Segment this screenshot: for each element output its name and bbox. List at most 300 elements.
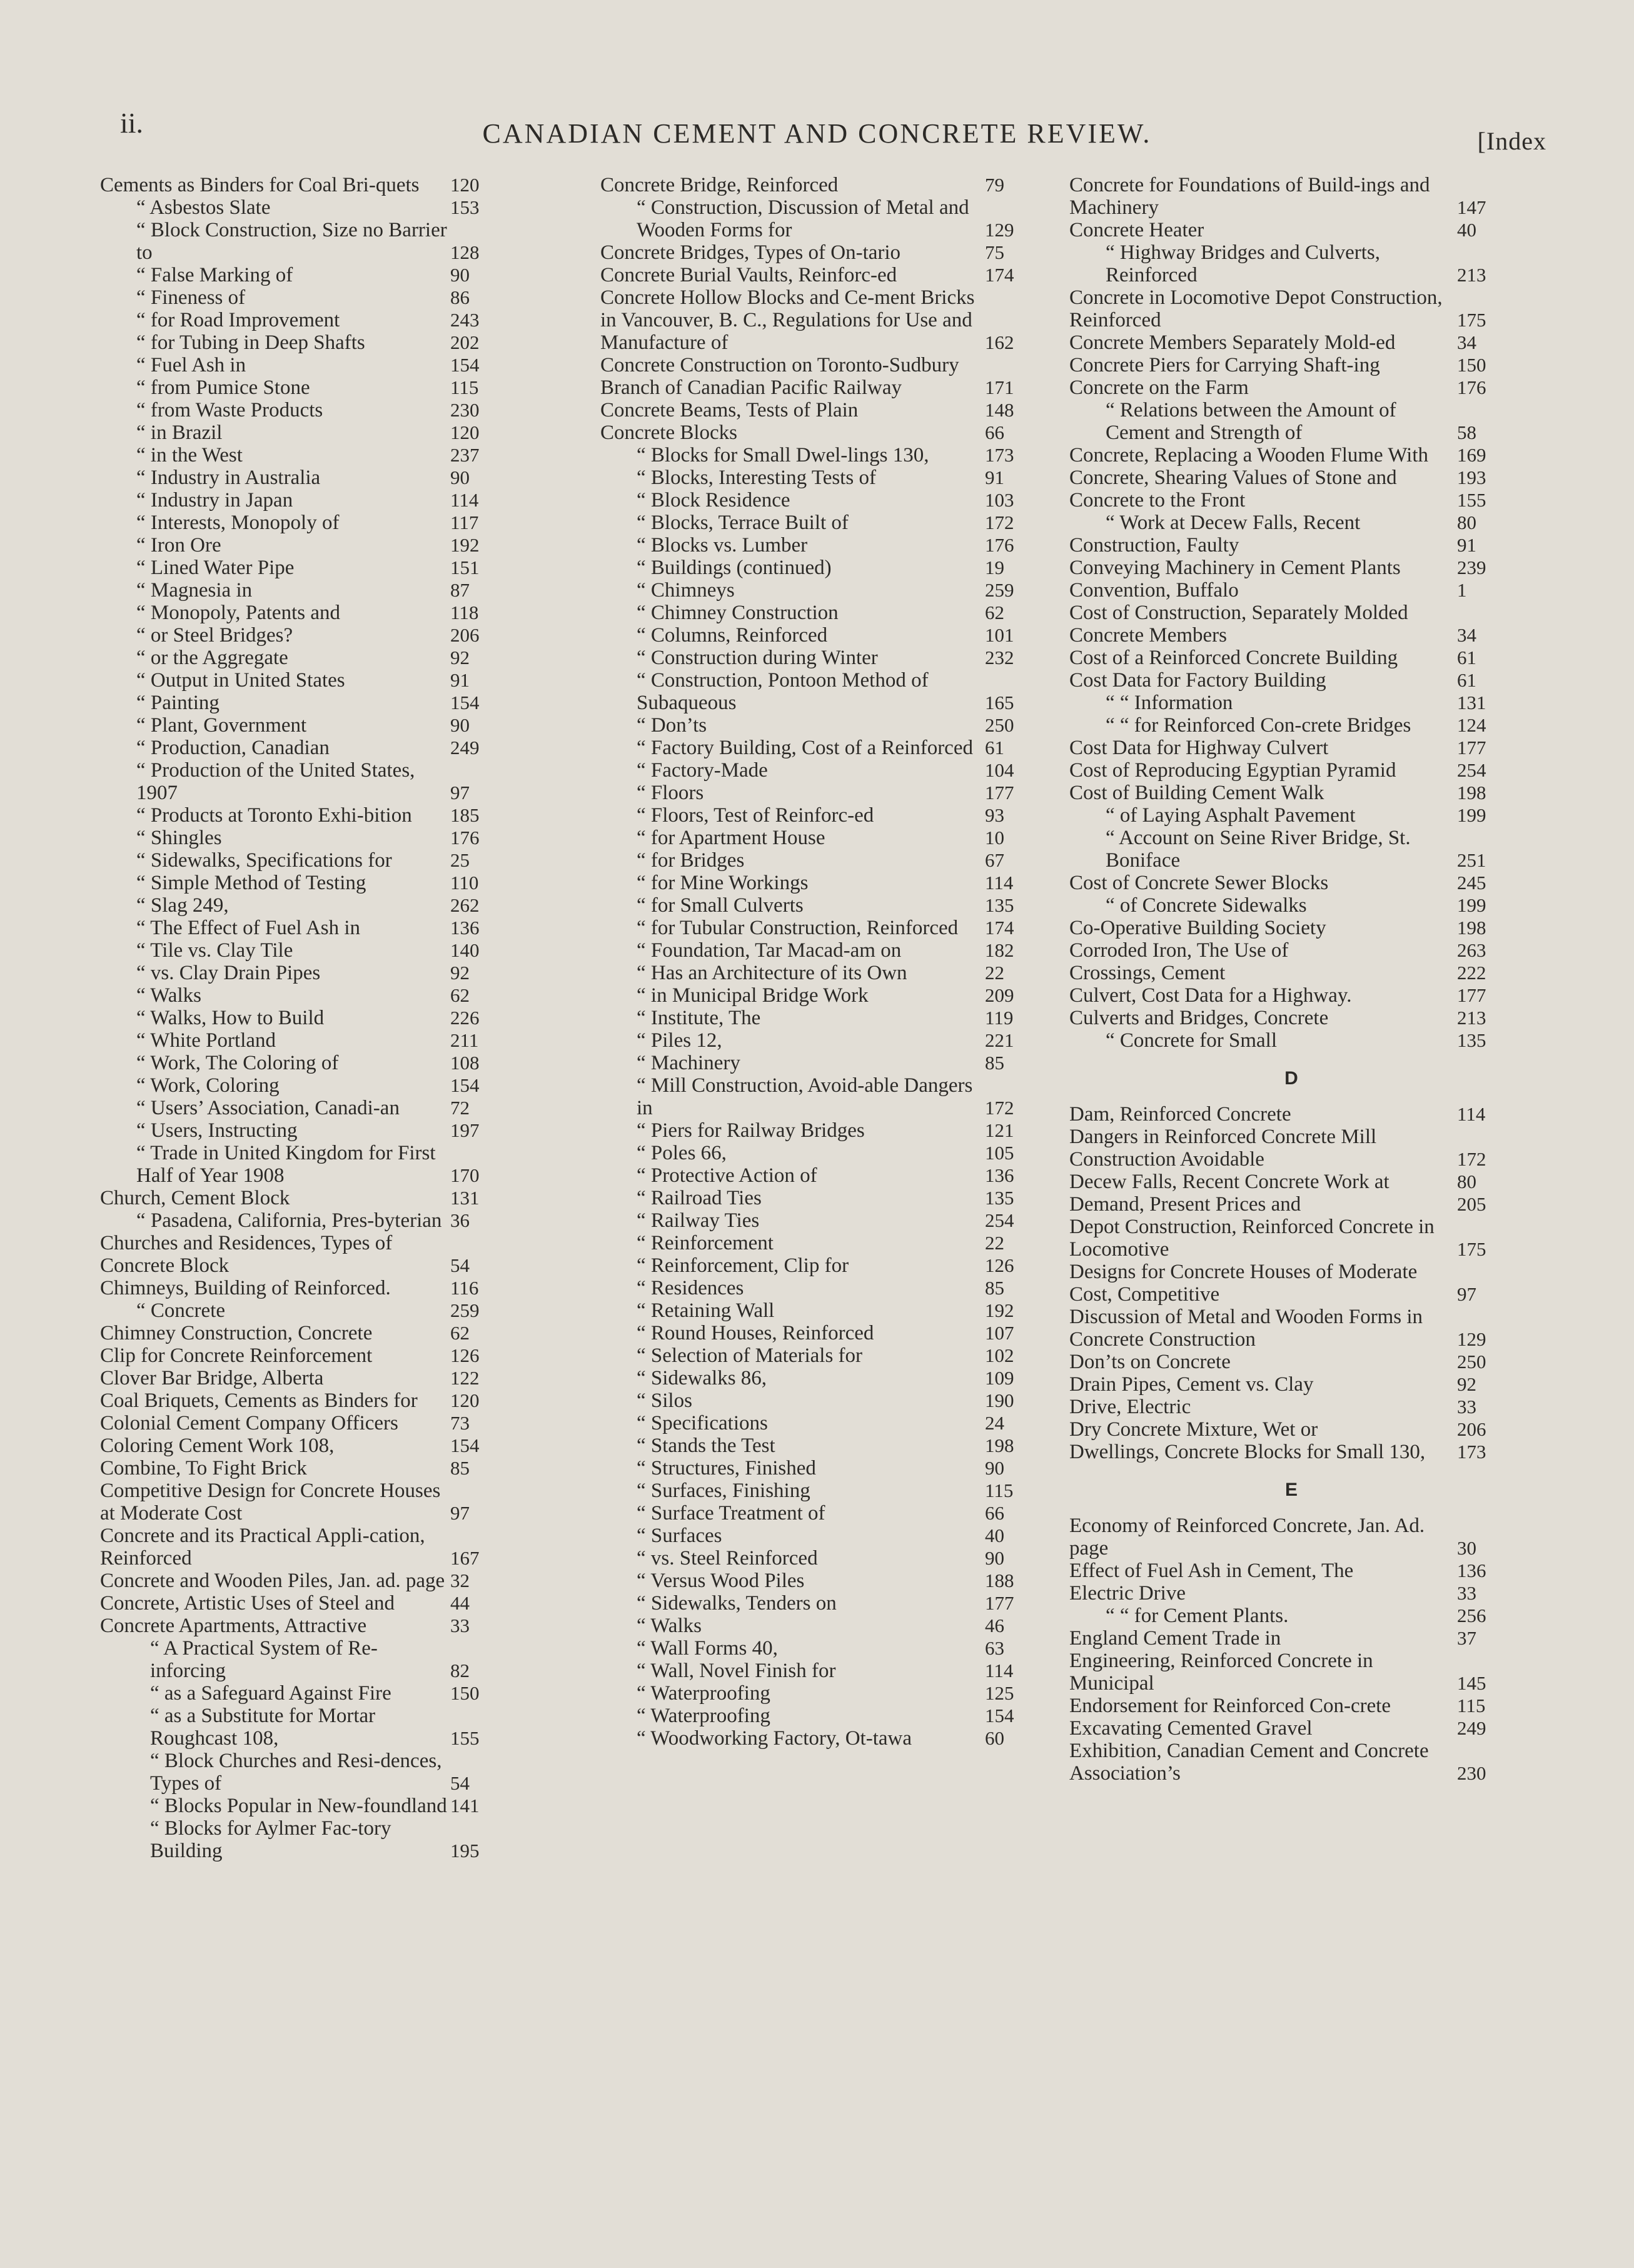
index-entry-page: 199 bbox=[1457, 894, 1486, 916]
index-entry-text: Demand, Present Prices and bbox=[1069, 1193, 1301, 1216]
index-entry bbox=[600, 1502, 1041, 1525]
index-entry-page: 90 bbox=[985, 1547, 1004, 1569]
index-entry-text: Discussion of Metal and Wooden Forms in Concrete Construction bbox=[1069, 1306, 1423, 1351]
index-entry-page: 40 bbox=[985, 1525, 1004, 1546]
index-entry bbox=[600, 421, 1041, 444]
index-entry-page: 237 bbox=[450, 444, 480, 466]
index-entry-page: 124 bbox=[1457, 714, 1486, 736]
index-entry bbox=[1069, 1650, 1513, 1695]
index-entry bbox=[600, 602, 1041, 624]
index-entry-page: 33 bbox=[1457, 1396, 1476, 1418]
index-entry bbox=[1069, 354, 1513, 376]
index-entry-text: Culverts and Bridges, Concrete bbox=[1069, 1007, 1329, 1029]
index-entry-page: 32 bbox=[450, 1570, 470, 1591]
index-entry-page: 86 bbox=[450, 286, 470, 308]
index-entry-page: 63 bbox=[985, 1637, 1004, 1659]
index-entry-page: 101 bbox=[985, 624, 1014, 646]
index-entry bbox=[100, 827, 507, 849]
index-entry bbox=[100, 1322, 507, 1344]
index-entry-page: 90 bbox=[450, 466, 470, 488]
index-entry-page: 103 bbox=[985, 489, 1014, 511]
index-entry bbox=[1069, 669, 1513, 692]
index-entry-text: “ Blocks for Aylmer Fac-tory Building bbox=[150, 1817, 391, 1862]
index-entry bbox=[100, 1637, 507, 1682]
index-entry bbox=[600, 1119, 1041, 1142]
index-entry bbox=[1069, 444, 1513, 466]
index-entry-page: 80 bbox=[1457, 512, 1476, 533]
index-entry-text: “ Don’ts bbox=[637, 714, 707, 737]
index-entry bbox=[1069, 1560, 1513, 1582]
index-entry-text: “ from Waste Products bbox=[136, 399, 323, 421]
index-entry-page: 188 bbox=[985, 1570, 1014, 1591]
index-entry-text: “ Industry in Australia bbox=[136, 466, 321, 489]
index-entry-page: 232 bbox=[985, 647, 1014, 668]
index-entry-text: “ Chimneys bbox=[637, 579, 735, 602]
index-entry bbox=[600, 1434, 1041, 1457]
index-entry bbox=[1069, 399, 1513, 444]
index-entry-text: “ for Small Culverts bbox=[637, 894, 804, 917]
index-entry-page: 34 bbox=[1457, 331, 1476, 353]
index-entry-text: Concrete to the Front bbox=[1069, 489, 1246, 512]
index-entry-page: 259 bbox=[450, 1299, 480, 1321]
index-entry bbox=[100, 444, 507, 466]
index-entry-text: Construction, Faulty bbox=[1069, 534, 1239, 557]
index-entry-text: “ Work, The Coloring of bbox=[136, 1052, 339, 1074]
index-entry-text: Cost Data for Highway Culvert bbox=[1069, 737, 1329, 759]
index-entry-text: “ Sidewalks 86, bbox=[637, 1367, 767, 1389]
index-entry-page: 167 bbox=[450, 1547, 480, 1569]
index-entry-page: 82 bbox=[450, 1660, 470, 1681]
index-entry-text: “ Poles 66, bbox=[637, 1142, 727, 1164]
index-entry-page: 126 bbox=[450, 1344, 480, 1366]
index-entry-page: 97 bbox=[450, 1502, 470, 1524]
index-entry-page: 60 bbox=[985, 1727, 1004, 1749]
index-entry-page: 148 bbox=[985, 399, 1014, 421]
index-entry-text: “ Factory-Made bbox=[637, 759, 768, 782]
index-entry-text: “ Iron Ore bbox=[136, 534, 221, 557]
index-entry-text: “ Lined Water Pipe bbox=[136, 557, 295, 579]
index-entry-page: 172 bbox=[985, 512, 1014, 533]
index-entry bbox=[100, 647, 507, 669]
index-entry-text: Concrete, Replacing a Wooden Flume With bbox=[1069, 444, 1429, 466]
index-entry-text: “ Plant, Government bbox=[136, 714, 307, 737]
index-entry-text: Coal Briquets, Cements as Binders for bbox=[100, 1389, 418, 1412]
index-entry bbox=[1069, 692, 1513, 714]
index-entry-page: 118 bbox=[450, 602, 479, 623]
index-entry-text: “ Construction, Discussion of Metal and Wooden Forms for bbox=[637, 196, 969, 241]
index-entry bbox=[100, 1389, 507, 1412]
index-entry-page: 239 bbox=[1457, 557, 1486, 578]
index-entry bbox=[1069, 1216, 1513, 1261]
index-entry bbox=[1069, 1627, 1513, 1650]
index-entry-page: 173 bbox=[985, 444, 1014, 466]
index-entry bbox=[600, 1254, 1041, 1277]
index-entry bbox=[600, 489, 1041, 512]
page-header bbox=[0, 106, 1634, 163]
index-entry bbox=[1069, 1126, 1513, 1171]
index-entry bbox=[600, 1682, 1041, 1705]
index-entry-text: Concrete and its Practical Appli-cation, Reinforced bbox=[100, 1525, 425, 1570]
index-entry bbox=[100, 737, 507, 759]
index-entry bbox=[600, 444, 1041, 466]
index-entry-page: 120 bbox=[450, 421, 480, 443]
index-entry-page: 91 bbox=[450, 669, 470, 691]
index-entry-text: Concrete Burial Vaults, Reinforc-ed bbox=[600, 264, 897, 286]
index-entry-page: 162 bbox=[985, 331, 1014, 353]
index-entry-page: 251 bbox=[1457, 849, 1486, 871]
index-entry-page: 44 bbox=[450, 1592, 470, 1614]
index-entry bbox=[100, 534, 507, 557]
index-entry-text: “ Output in United States bbox=[136, 669, 345, 692]
index-entry-page: 230 bbox=[450, 399, 480, 421]
index-entry bbox=[600, 1457, 1041, 1479]
index-entry-text: “ Stands the Test bbox=[637, 1434, 775, 1457]
index-entry bbox=[1069, 1515, 1513, 1560]
index-entry bbox=[600, 1592, 1041, 1615]
index-entry-page: 154 bbox=[450, 1434, 480, 1456]
index-entry-page: 115 bbox=[450, 376, 479, 398]
index-entry-page: 24 bbox=[985, 1412, 1004, 1434]
index-entry bbox=[600, 939, 1041, 962]
index-entry-text: “ Selection of Materials for bbox=[637, 1344, 863, 1367]
index-entry-page: 126 bbox=[985, 1254, 1014, 1276]
index-entry-page: 185 bbox=[450, 804, 480, 826]
index-entry-page: 154 bbox=[450, 692, 480, 713]
index-entry bbox=[100, 421, 507, 444]
index-entry-page: 135 bbox=[985, 1187, 1014, 1209]
index-entry-text: “ Surface Treatment of bbox=[637, 1502, 825, 1525]
index-entry-text: “ for Tubular Construction, Reinforced bbox=[637, 917, 959, 939]
index-entry-page: 114 bbox=[985, 1660, 1014, 1681]
index-entry bbox=[600, 557, 1041, 579]
index-entry-page: 177 bbox=[985, 782, 1014, 804]
index-entry-text: “ of Laying Asphalt Pavement bbox=[1106, 804, 1356, 827]
index-entry bbox=[600, 962, 1041, 984]
index-entry bbox=[1069, 534, 1513, 557]
index-entry-page: 140 bbox=[450, 939, 480, 961]
index-entry-page: 62 bbox=[985, 602, 1004, 623]
index-entry bbox=[1069, 241, 1513, 286]
index-entry-text: “ Surfaces, Finishing bbox=[637, 1479, 810, 1502]
index-entry bbox=[1069, 466, 1513, 489]
index-entry bbox=[600, 466, 1041, 489]
index-entry-text: Decew Falls, Recent Concrete Work at bbox=[1069, 1171, 1389, 1193]
index-entry bbox=[600, 1164, 1041, 1187]
index-entry-page: 105 bbox=[985, 1142, 1014, 1164]
index-entry bbox=[1069, 962, 1513, 984]
index-entry-page: 10 bbox=[985, 827, 1004, 849]
index-entry-page: 109 bbox=[985, 1367, 1014, 1389]
index-entry-page: 154 bbox=[450, 1074, 480, 1096]
index-entry-page: 222 bbox=[1457, 962, 1486, 984]
index-entry bbox=[100, 557, 507, 579]
index-entry-page: 206 bbox=[1457, 1418, 1486, 1440]
index-entry-text: Concrete Beams, Tests of Plain bbox=[600, 399, 859, 421]
index-entry-page: 170 bbox=[450, 1164, 480, 1186]
index-entry-text: “ “ for Cement Plants. bbox=[1106, 1605, 1289, 1627]
index-entry-text: “ Relations between the Amount of Cement and Strength of bbox=[1106, 399, 1396, 444]
index-entry bbox=[100, 1299, 507, 1322]
index-entry-text: “ Reinforcement bbox=[637, 1232, 774, 1254]
index-entry-text: Clip for Concrete Reinforcement bbox=[100, 1344, 373, 1367]
index-entry-text: “ for Apartment House bbox=[637, 827, 825, 849]
index-entry-text: “ Block Churches and Resi-dences, Types of bbox=[150, 1750, 442, 1795]
index-entry-text: “ Concrete for Small bbox=[1106, 1029, 1277, 1052]
index-entry bbox=[600, 1615, 1041, 1637]
index-entry bbox=[1069, 1171, 1513, 1193]
index-entry-page: 171 bbox=[985, 376, 1014, 398]
index-entry bbox=[100, 286, 507, 309]
index-entry bbox=[100, 1570, 507, 1592]
index-entry-page: 85 bbox=[450, 1457, 470, 1479]
index-entry-text: Combine, To Fight Brick bbox=[100, 1457, 307, 1479]
index-entry-page: 36 bbox=[450, 1209, 470, 1231]
index-entry-text: “ False Marking of bbox=[136, 264, 293, 286]
index-entry-page: 135 bbox=[1457, 1029, 1486, 1051]
index-entry bbox=[100, 264, 507, 286]
index-entry-page: 195 bbox=[450, 1840, 480, 1862]
index-entry-text: “ Woodworking Factory, Ot-tawa bbox=[637, 1727, 912, 1750]
index-entry-text: “ Silos bbox=[637, 1389, 692, 1412]
index-entry-page: 90 bbox=[450, 714, 470, 736]
index-entry bbox=[600, 1142, 1041, 1164]
index-entry-page: 102 bbox=[985, 1344, 1014, 1366]
index-entry bbox=[100, 804, 507, 827]
index-entry-text: “ or the Aggregate bbox=[136, 647, 288, 669]
index-entry bbox=[600, 984, 1041, 1007]
index-entry-text: Drain Pipes, Cement vs. Clay bbox=[1069, 1373, 1314, 1396]
index-entry-page: 104 bbox=[985, 759, 1014, 781]
index-entry bbox=[1069, 647, 1513, 669]
index-entry-page: 54 bbox=[450, 1254, 470, 1276]
index-entry-page: 79 bbox=[985, 174, 1004, 196]
index-entry-text: Competitive Design for Concrete Houses at Moderate Cost bbox=[100, 1479, 441, 1525]
index-entry-text: Churches and Residences, Types of Concrete Block bbox=[100, 1232, 393, 1277]
index-entry-page: 131 bbox=[450, 1187, 480, 1209]
index-entry-page: 221 bbox=[985, 1029, 1014, 1051]
index-entry-text: Exhibition, Canadian Cement and Concrete Association’s bbox=[1069, 1740, 1429, 1785]
index-entry-text: “ Piles 12, bbox=[637, 1029, 722, 1052]
index-entry-text: “ Wall, Novel Finish for bbox=[637, 1660, 836, 1682]
index-entry bbox=[1069, 1261, 1513, 1306]
index-entry-page: 92 bbox=[1457, 1373, 1476, 1395]
index-entry bbox=[600, 241, 1041, 264]
index-entry-page: 154 bbox=[450, 354, 480, 376]
index-entry-page: 209 bbox=[985, 984, 1014, 1006]
index-entry-page: 197 bbox=[450, 1119, 480, 1141]
index-entry-text: “ Industry in Japan bbox=[136, 489, 293, 512]
index-entry bbox=[1069, 1193, 1513, 1216]
index-entry-page: 107 bbox=[985, 1322, 1014, 1344]
index-entry bbox=[100, 1367, 507, 1389]
index-entry bbox=[1069, 894, 1513, 917]
index-entry-page: 61 bbox=[1457, 647, 1476, 668]
index-entry bbox=[100, 1344, 507, 1367]
index-entry-page: 33 bbox=[450, 1615, 470, 1636]
index-entry-text: “ Walks, How to Build bbox=[136, 1007, 325, 1029]
index-entry-text: Concrete Bridge, Reinforced bbox=[600, 174, 839, 196]
index-entry-text: “ Pasadena, California, Pres-byterian bbox=[136, 1209, 442, 1232]
index-entry-page: 199 bbox=[1457, 804, 1486, 826]
index-entry bbox=[600, 1389, 1041, 1412]
index-entry bbox=[600, 1367, 1041, 1389]
index-entry bbox=[600, 1232, 1041, 1254]
index-entry-page: 206 bbox=[450, 624, 480, 646]
index-entry-page: 122 bbox=[450, 1367, 480, 1389]
index-entry bbox=[1069, 917, 1513, 939]
index-entry bbox=[100, 849, 507, 872]
index-entry-text: “ Construction during Winter bbox=[637, 647, 878, 669]
index-entry-text: “ Interests, Monopoly of bbox=[136, 512, 340, 534]
index-entry bbox=[1069, 1695, 1513, 1717]
index-entry-page: 174 bbox=[985, 917, 1014, 939]
index-entry-text: Concrete Apartments, Attractive bbox=[100, 1615, 367, 1637]
index-entry bbox=[100, 489, 507, 512]
index-entry-page: 150 bbox=[1457, 354, 1486, 376]
index-entry-text: Dry Concrete Mixture, Wet or bbox=[1069, 1418, 1318, 1441]
index-entry-page: 182 bbox=[985, 939, 1014, 961]
index-entry bbox=[1069, 872, 1513, 894]
index-entry bbox=[100, 714, 507, 737]
index-entry-text: “ for Mine Workings bbox=[637, 872, 809, 894]
index-entry-text: “ as a Substitute for Mortar Roughcast 108, bbox=[150, 1705, 376, 1750]
index-entry bbox=[600, 624, 1041, 647]
index-entry-page: 114 bbox=[450, 489, 479, 511]
index-entry-text: “ Piers for Railway Bridges bbox=[637, 1119, 865, 1142]
index-entry bbox=[600, 1074, 1041, 1119]
index-entry-page: 147 bbox=[1457, 196, 1486, 218]
index-entry-text: Cost of Reproducing Egyptian Pyramid bbox=[1069, 759, 1396, 782]
index-entry bbox=[600, 849, 1041, 872]
index-entry bbox=[1069, 1740, 1513, 1785]
index-entry-text: “ from Pumice Stone bbox=[136, 376, 310, 399]
index-entry-text: “ Round Houses, Reinforced bbox=[637, 1322, 874, 1344]
index-entry-text: Colonial Cement Company Officers bbox=[100, 1412, 398, 1434]
index-entry-text: Concrete for Foundations of Build-ings and Machinery bbox=[1069, 174, 1430, 219]
index-entry bbox=[600, 1052, 1041, 1074]
index-entry-text: Cost of Construction, Separately Molded Concrete Members bbox=[1069, 602, 1408, 647]
index-entry-page: 115 bbox=[1457, 1695, 1486, 1716]
index-entry bbox=[1069, 737, 1513, 759]
index-entry bbox=[100, 1142, 507, 1187]
index-entry-text: Chimneys, Building of Reinforced. bbox=[100, 1277, 391, 1299]
index-entry bbox=[100, 512, 507, 534]
index-entry bbox=[600, 827, 1041, 849]
index-entry-page: 176 bbox=[450, 827, 480, 849]
index-entry bbox=[1069, 1605, 1513, 1627]
index-entry-text: Concrete Hollow Blocks and Ce-ment Bricks in Vancouver, B. C., Regulations for Use and Manufacture of bbox=[600, 286, 975, 354]
index-entry bbox=[1069, 759, 1513, 782]
index-entry-page: 192 bbox=[985, 1299, 1014, 1321]
index-entry-page: 254 bbox=[985, 1209, 1014, 1231]
index-entry bbox=[100, 1097, 507, 1119]
index-entry bbox=[1069, 1441, 1513, 1463]
index-entry-text: Concrete on the Farm bbox=[1069, 376, 1249, 399]
index-entry-text: “ Block Construction, Size no Barrier to bbox=[136, 219, 447, 264]
index-entry-page: 177 bbox=[1457, 737, 1486, 759]
index-entry-page: 1 bbox=[1457, 579, 1467, 601]
index-entry-page: 213 bbox=[1457, 264, 1486, 286]
index-entry-text: “ Trade in United Kingdom for First Half of Year 1908 bbox=[136, 1142, 436, 1187]
index-entry bbox=[100, 759, 507, 804]
index-entry-text: “ Specifications bbox=[637, 1412, 768, 1434]
index-entry bbox=[600, 1412, 1041, 1434]
index-entry-page: 177 bbox=[1457, 984, 1486, 1006]
index-entry-page: 25 bbox=[450, 849, 470, 871]
index-column-1 bbox=[100, 174, 507, 2137]
index-entry-page: 66 bbox=[985, 1502, 1004, 1524]
index-entry-page: 115 bbox=[985, 1479, 1014, 1501]
index-entry bbox=[100, 1795, 507, 1817]
index-entry-text: “ Production of the United States, 1907 bbox=[136, 759, 415, 804]
index-entry bbox=[100, 939, 507, 962]
index-entry bbox=[100, 984, 507, 1007]
index-entry bbox=[600, 196, 1041, 241]
index-entry bbox=[100, 1412, 507, 1434]
index-entry-text: “ Block Residence bbox=[637, 489, 790, 512]
index-entry-page: 91 bbox=[1457, 534, 1476, 556]
index-entry bbox=[600, 1277, 1041, 1299]
index-entry bbox=[600, 1029, 1041, 1052]
index-entry bbox=[1069, 804, 1513, 827]
index-entry-page: 129 bbox=[985, 219, 1014, 241]
index-entry-text: Corroded Iron, The Use of bbox=[1069, 939, 1289, 962]
index-entry-page: 131 bbox=[1457, 692, 1486, 713]
index-entry-text: “ in Municipal Bridge Work bbox=[637, 984, 869, 1007]
index-entry bbox=[1069, 174, 1513, 219]
index-entry-text: “ Painting bbox=[136, 692, 219, 714]
index-entry-page: 46 bbox=[985, 1615, 1004, 1636]
index-entry-page: 120 bbox=[450, 1389, 480, 1411]
index-entry-text: Electric Drive bbox=[1069, 1582, 1186, 1605]
index-entry-text: “ Floors bbox=[637, 782, 704, 804]
index-entry-text: Cost of Concrete Sewer Blocks bbox=[1069, 872, 1329, 894]
index-entry-text: “ Machinery bbox=[637, 1052, 740, 1074]
index-entry bbox=[100, 962, 507, 984]
index-entry bbox=[600, 354, 1041, 399]
index-entry-page: 165 bbox=[985, 692, 1014, 713]
index-entry bbox=[100, 1705, 507, 1750]
index-entry-text: “ “ Information bbox=[1106, 692, 1233, 714]
index-entry-text: “ Magnesia in bbox=[136, 579, 253, 602]
journal-title: CANADIAN CEMENT AND CONCRETE REVIEW. bbox=[482, 118, 1152, 149]
index-entry bbox=[100, 1592, 507, 1615]
index-entry bbox=[600, 1705, 1041, 1727]
index-entry bbox=[100, 399, 507, 421]
index-entry bbox=[1069, 512, 1513, 534]
index-entry bbox=[100, 872, 507, 894]
index-letter-heading: D bbox=[1284, 1068, 1298, 1089]
index-entry bbox=[600, 737, 1041, 759]
index-entry bbox=[100, 309, 507, 331]
index-entry-page: 198 bbox=[985, 1434, 1014, 1456]
index-entry-page: 177 bbox=[985, 1592, 1014, 1614]
index-entry bbox=[100, 1457, 507, 1479]
index-entry-page: 136 bbox=[1457, 1560, 1486, 1581]
index-entry-page: 120 bbox=[450, 174, 480, 196]
index-entry bbox=[600, 1570, 1041, 1592]
index-entry-page: 108 bbox=[450, 1052, 480, 1074]
index-entry-page: 121 bbox=[985, 1119, 1014, 1141]
index-entry-text: Concrete and Wooden Piles, Jan. ad. page bbox=[100, 1570, 445, 1592]
index-entry bbox=[100, 219, 507, 264]
index-entry-page: 114 bbox=[1457, 1103, 1486, 1125]
index-entry-text: “ Wall Forms 40, bbox=[637, 1637, 778, 1660]
index-entry bbox=[600, 1344, 1041, 1367]
index-entry bbox=[100, 1052, 507, 1074]
index-entry-page: 58 bbox=[1457, 421, 1476, 443]
index-entry bbox=[600, 174, 1041, 196]
